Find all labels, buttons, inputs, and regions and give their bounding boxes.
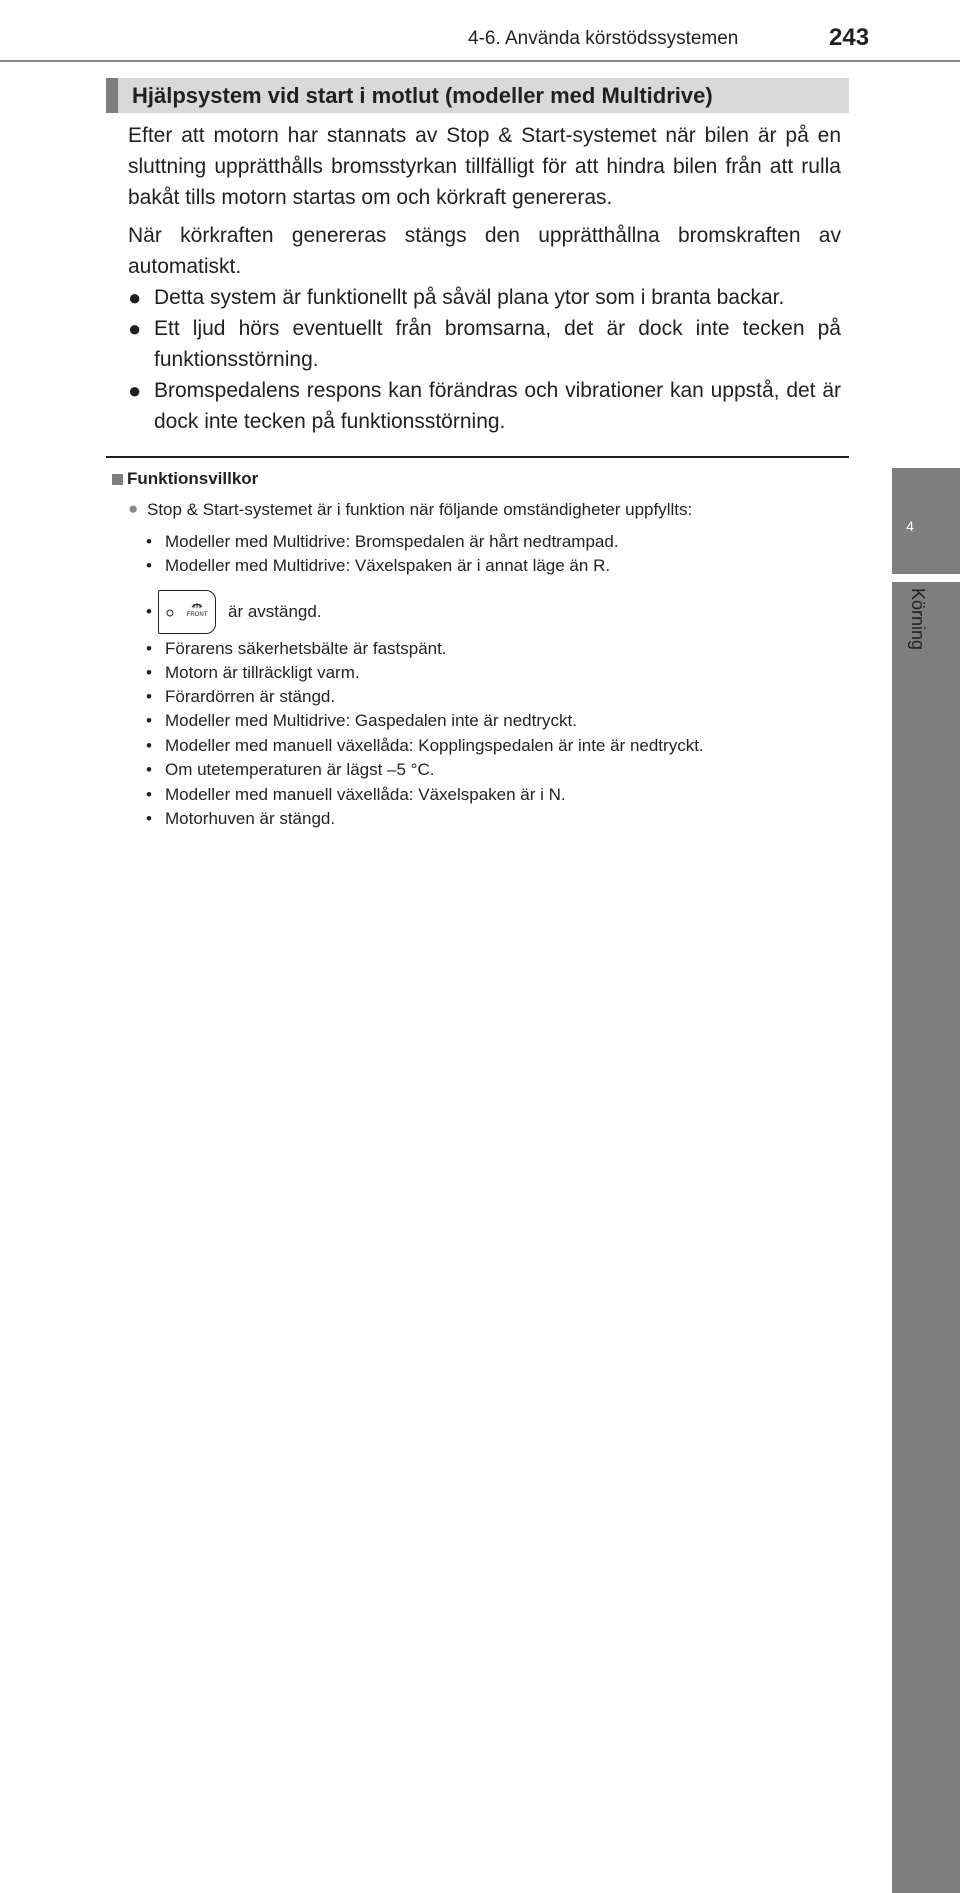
list-item-bullet: • bbox=[146, 602, 152, 621]
list-item: • Modeller med Multidrive: Bromspedalen är hårt nedtrampad. bbox=[146, 532, 619, 551]
bullet-icon: ● bbox=[128, 316, 142, 341]
chapter-label: Körning bbox=[908, 588, 928, 651]
list-item: • Modeller med Multidrive: Gaspedalen inte är nedtryckt. bbox=[146, 711, 577, 730]
functions-heading: Funktionsvillkor bbox=[127, 469, 259, 488]
bullet-item-2: Ett ljud hörs eventuellt från bromsarna, det är dock inte tecken på funktionsstörning. bbox=[154, 317, 841, 371]
bullet-icon: ● bbox=[128, 378, 142, 403]
list-item: • Motorn är tillräckligt varm. bbox=[146, 663, 360, 682]
header-rule bbox=[0, 60, 960, 62]
list-item: • Modeller med manuell växellåda: Kopplingspedalen är inte är nedtryckt. bbox=[146, 736, 704, 755]
list-item: • Modeller med Multidrive: Växelspaken är i annat läge än R. bbox=[146, 556, 611, 575]
bullet-icon: ● bbox=[128, 285, 142, 310]
functions-intro: Stop & Start-systemet är i funktion när följande omständigheter uppfyllts: bbox=[147, 500, 693, 519]
gray-bullet-icon: ● bbox=[128, 499, 139, 518]
list-item: • Förarens säkerhetsbälte är fastspänt. bbox=[146, 639, 447, 658]
bullet-item-1: Detta system är funktionellt på såväl plana ytor som i branta backar. bbox=[154, 286, 785, 309]
list-item: • Motorhuven är stängd. bbox=[146, 809, 336, 828]
icon-condition-text: är avstängd. bbox=[228, 602, 322, 621]
section-heading: Hjälpsystem vid start i motlut (modeller med Multidrive) bbox=[106, 78, 849, 113]
paragraph-2: När körkraften genereras stängs den upprätthållna bromskraften av automatiskt. bbox=[128, 224, 841, 278]
list-item: • Modeller med manuell växellåda: Växelspaken är i N. bbox=[146, 785, 566, 804]
header-title: 4-6. Använda körstödssystemen bbox=[468, 28, 739, 49]
svg-text:FRONT: FRONT bbox=[186, 612, 208, 618]
list-item: • Förardörren är stängd. bbox=[146, 687, 336, 706]
chapter-strip bbox=[892, 582, 960, 1893]
front-defroster-button-icon bbox=[158, 590, 216, 634]
page-number: 243 bbox=[829, 24, 870, 51]
bullet-item-3: Bromspedalens respons kan förändras och vibrationer kan uppstå, det är dock inte tecken på funktionsstörning. bbox=[154, 379, 841, 433]
chapter-number: 4 bbox=[906, 518, 914, 534]
section-divider bbox=[106, 456, 849, 458]
list-item: • Om utetemperaturen är lägst –5 °C. bbox=[146, 760, 435, 779]
paragraph-1: Efter att motorn har stannats av Stop & Start-systemet när bilen är på en sluttning upprätthålls bromsstyrkan tillfälligt för att hindra bilen från att rulla bakåt tills motorn startas om och körkraft genereras. bbox=[128, 124, 841, 209]
square-bullet-icon bbox=[112, 474, 123, 485]
